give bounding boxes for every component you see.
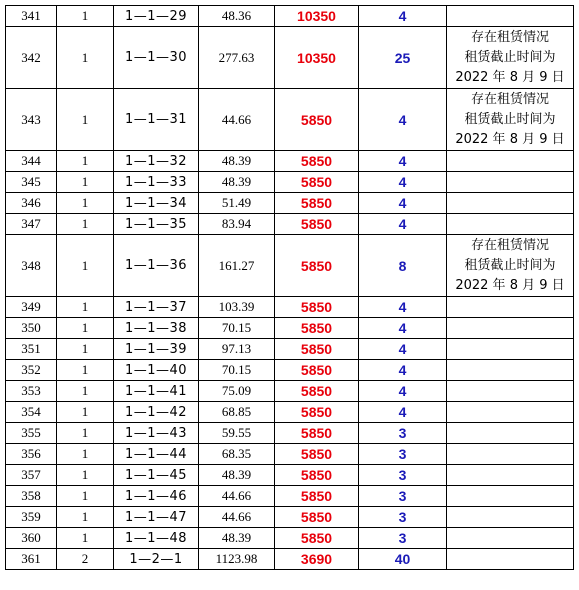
- area-cell: 70.15: [199, 318, 275, 339]
- table-row: [6, 549, 574, 570]
- row-number-cell: 357: [6, 465, 57, 486]
- note-cell: [447, 549, 574, 570]
- table-row: [6, 423, 574, 444]
- price-cell: 5850: [275, 235, 359, 297]
- unit-code-cell: 1—1—29: [114, 6, 199, 27]
- row-number-cell: 347: [6, 214, 57, 235]
- area-cell: 48.39: [199, 528, 275, 549]
- building-count-cell: 1: [57, 465, 114, 486]
- building-count-cell: 1: [57, 6, 114, 27]
- area-cell: 1123.98: [199, 549, 275, 570]
- table-row: [6, 318, 574, 339]
- note-cell: [447, 6, 574, 27]
- quantity-cell: 4: [359, 318, 447, 339]
- building-count-cell: 1: [57, 89, 114, 151]
- building-count-cell: 1: [57, 27, 114, 89]
- quantity-cell: 4: [359, 151, 447, 172]
- quantity-cell: 4: [359, 89, 447, 151]
- building-count-cell: 1: [57, 360, 114, 381]
- unit-code-cell: 1—1—38: [114, 318, 199, 339]
- unit-code-cell: 1—1—46: [114, 486, 199, 507]
- price-cell: 5850: [275, 423, 359, 444]
- quantity-cell: 4: [359, 172, 447, 193]
- unit-code-cell: 1—1—37: [114, 297, 199, 318]
- row-number-cell: 352: [6, 360, 57, 381]
- table-row: [6, 528, 574, 549]
- row-number-cell: 361: [6, 549, 57, 570]
- building-count-cell: 1: [57, 402, 114, 423]
- unit-code-cell: 1—1—35: [114, 214, 199, 235]
- area-cell: 277.63: [199, 27, 275, 89]
- quantity-cell: 3: [359, 486, 447, 507]
- unit-code-cell: 1—1—31: [114, 89, 199, 151]
- quantity-cell: 8: [359, 235, 447, 297]
- building-count-cell: 1: [57, 486, 114, 507]
- area-cell: 48.39: [199, 465, 275, 486]
- price-cell: 5850: [275, 465, 359, 486]
- listing-table: [5, 5, 574, 570]
- note-cell: [447, 297, 574, 318]
- price-cell: 3690: [275, 549, 359, 570]
- quantity-cell: 40: [359, 549, 447, 570]
- building-count-cell: 1: [57, 381, 114, 402]
- table-body: [6, 6, 574, 570]
- area-cell: 161.27: [199, 235, 275, 297]
- note-cell: [447, 423, 574, 444]
- area-cell: 48.36: [199, 6, 275, 27]
- unit-code-cell: 1—1—42: [114, 402, 199, 423]
- table-row: [6, 6, 574, 27]
- note-cell: [447, 465, 574, 486]
- table-row: [6, 235, 574, 297]
- area-cell: 103.39: [199, 297, 275, 318]
- row-number-cell: 348: [6, 235, 57, 297]
- area-cell: 59.55: [199, 423, 275, 444]
- area-cell: 97.13: [199, 339, 275, 360]
- unit-code-cell: 1—1—34: [114, 193, 199, 214]
- row-number-cell: 344: [6, 151, 57, 172]
- table-row: [6, 486, 574, 507]
- row-number-cell: 343: [6, 89, 57, 151]
- area-cell: 48.39: [199, 172, 275, 193]
- table-row: [6, 214, 574, 235]
- row-number-cell: 341: [6, 6, 57, 27]
- note-cell: [447, 360, 574, 381]
- unit-code-cell: 1—1—47: [114, 507, 199, 528]
- table-row: [6, 360, 574, 381]
- building-count-cell: 1: [57, 318, 114, 339]
- note-cell: [447, 214, 574, 235]
- quantity-cell: 4: [359, 402, 447, 423]
- unit-code-cell: 1—1—30: [114, 27, 199, 89]
- area-cell: 83.94: [199, 214, 275, 235]
- row-number-cell: 353: [6, 381, 57, 402]
- building-count-cell: 1: [57, 528, 114, 549]
- area-cell: 68.85: [199, 402, 275, 423]
- row-number-cell: 360: [6, 528, 57, 549]
- area-cell: 44.66: [199, 89, 275, 151]
- row-number-cell: 349: [6, 297, 57, 318]
- price-cell: 5850: [275, 381, 359, 402]
- building-count-cell: 1: [57, 151, 114, 172]
- note-cell: 存在租赁情况 租赁截止时间为 2022 年 8 月 9 日: [447, 89, 574, 151]
- price-cell: 5850: [275, 172, 359, 193]
- unit-code-cell: 1—2—1: [114, 549, 199, 570]
- unit-code-cell: 1—1—48: [114, 528, 199, 549]
- row-number-cell: 355: [6, 423, 57, 444]
- quantity-cell: 4: [359, 297, 447, 318]
- table-row: [6, 172, 574, 193]
- area-cell: 48.39: [199, 151, 275, 172]
- building-count-cell: 1: [57, 423, 114, 444]
- quantity-cell: 3: [359, 465, 447, 486]
- area-cell: 70.15: [199, 360, 275, 381]
- table-row: [6, 402, 574, 423]
- quantity-cell: 4: [359, 214, 447, 235]
- unit-code-cell: 1—1—43: [114, 423, 199, 444]
- quantity-cell: 25: [359, 27, 447, 89]
- building-count-cell: 1: [57, 297, 114, 318]
- row-number-cell: 350: [6, 318, 57, 339]
- note-cell: [447, 507, 574, 528]
- quantity-cell: 4: [359, 381, 447, 402]
- table-row: [6, 465, 574, 486]
- note-cell: [447, 193, 574, 214]
- note-cell: 存在租赁情况 租赁截止时间为 2022 年 8 月 9 日: [447, 235, 574, 297]
- price-cell: 10350: [275, 6, 359, 27]
- building-count-cell: 1: [57, 507, 114, 528]
- note-cell: [447, 444, 574, 465]
- quantity-cell: 4: [359, 339, 447, 360]
- price-cell: 5850: [275, 444, 359, 465]
- building-count-cell: 2: [57, 549, 114, 570]
- price-cell: 10350: [275, 27, 359, 89]
- table-row: [6, 339, 574, 360]
- unit-code-cell: 1—1—39: [114, 339, 199, 360]
- note-cell: [447, 172, 574, 193]
- table-row: [6, 297, 574, 318]
- price-cell: 5850: [275, 402, 359, 423]
- table-row: [6, 193, 574, 214]
- building-count-cell: 1: [57, 172, 114, 193]
- note-cell: [447, 151, 574, 172]
- price-cell: 5850: [275, 89, 359, 151]
- row-number-cell: 351: [6, 339, 57, 360]
- row-number-cell: 342: [6, 27, 57, 89]
- building-count-cell: 1: [57, 193, 114, 214]
- price-cell: 5850: [275, 318, 359, 339]
- unit-code-cell: 1—1—40: [114, 360, 199, 381]
- quantity-cell: 3: [359, 423, 447, 444]
- building-count-cell: 1: [57, 235, 114, 297]
- row-number-cell: 356: [6, 444, 57, 465]
- quantity-cell: 4: [359, 360, 447, 381]
- quantity-cell: 3: [359, 507, 447, 528]
- table-row: [6, 151, 574, 172]
- unit-code-cell: 1—1—32: [114, 151, 199, 172]
- note-cell: [447, 318, 574, 339]
- price-cell: 5850: [275, 507, 359, 528]
- unit-code-cell: 1—1—33: [114, 172, 199, 193]
- note-cell: [447, 486, 574, 507]
- quantity-cell: 4: [359, 193, 447, 214]
- price-cell: 5850: [275, 151, 359, 172]
- note-cell: [447, 339, 574, 360]
- area-cell: 51.49: [199, 193, 275, 214]
- quantity-cell: 3: [359, 444, 447, 465]
- price-cell: 5850: [275, 486, 359, 507]
- building-count-cell: 1: [57, 444, 114, 465]
- quantity-cell: 3: [359, 528, 447, 549]
- price-cell: 5850: [275, 297, 359, 318]
- quantity-cell: 4: [359, 6, 447, 27]
- note-cell: 存在租赁情况 租赁截止时间为 2022 年 8 月 9 日: [447, 27, 574, 89]
- unit-code-cell: 1—1—41: [114, 381, 199, 402]
- unit-code-cell: 1—1—36: [114, 235, 199, 297]
- table-row: [6, 507, 574, 528]
- area-cell: 44.66: [199, 486, 275, 507]
- area-cell: 68.35: [199, 444, 275, 465]
- area-cell: 75.09: [199, 381, 275, 402]
- building-count-cell: 1: [57, 339, 114, 360]
- row-number-cell: 358: [6, 486, 57, 507]
- price-cell: 5850: [275, 339, 359, 360]
- area-cell: 44.66: [199, 507, 275, 528]
- note-cell: [447, 381, 574, 402]
- note-cell: [447, 402, 574, 423]
- table-row: [6, 381, 574, 402]
- table-row: [6, 444, 574, 465]
- row-number-cell: 354: [6, 402, 57, 423]
- building-count-cell: 1: [57, 214, 114, 235]
- row-number-cell: 359: [6, 507, 57, 528]
- table-row: [6, 27, 574, 89]
- row-number-cell: 346: [6, 193, 57, 214]
- price-cell: 5850: [275, 360, 359, 381]
- unit-code-cell: 1—1—45: [114, 465, 199, 486]
- table-row: [6, 89, 574, 151]
- row-number-cell: 345: [6, 172, 57, 193]
- note-cell: [447, 528, 574, 549]
- price-cell: 5850: [275, 528, 359, 549]
- price-cell: 5850: [275, 214, 359, 235]
- price-cell: 5850: [275, 193, 359, 214]
- unit-code-cell: 1—1—44: [114, 444, 199, 465]
